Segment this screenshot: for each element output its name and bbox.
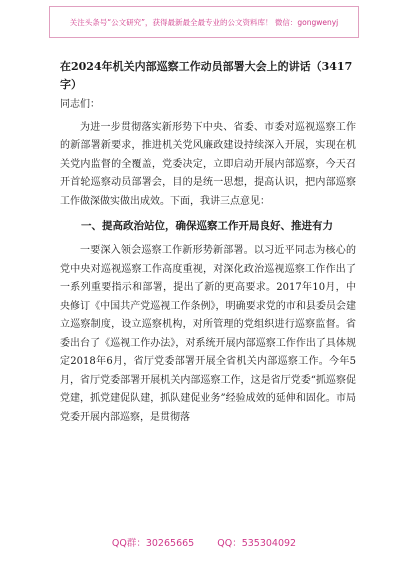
promo-banner xyxy=(49,6,359,38)
footer-qq: QQ：535304092 xyxy=(217,538,297,549)
paragraph-section-1: 一要深入领会巡察工作新形势新部署。以习近平同志为核心的党中央对巡视巡察工作高度重视，对深化政治巡视巡察工作作出了一系列重要指示和部署，提出了新的更高要求。2017年10月，中央修订《中国共产党巡视工作条例》，明确要求党的市和县委员会建立巡察制度，设立巡察机构，对所管理的党组织进行巡察监督。省委出台了《巡视工作办法》，对系统开展内部巡察工作作出了具体规定2018年6月，省厅党委部署开展全省机关内部巡察工作。今年5月，省厅党委部署开展机关内部巡察工作，这是省厅党委“抓巡察促党建，抓党建促队建，抓队建促业务”经验成效的延伸和固化。市局党委开展内部巡察，是贯彻落 xyxy=(60,245,356,423)
promo-banner-text: 关注头条号“公文研究”，获得最新最全最专业的公文资料库！ 微信：gongwenyj xyxy=(69,17,339,27)
section-heading-1: 一、提高政治站位，确保巡察工作开局良好、推进有力 xyxy=(81,220,333,232)
salutation: 同志们： xyxy=(60,99,100,110)
footer-contact xyxy=(0,535,408,549)
document-body xyxy=(60,58,356,427)
document-title: 在2024年机关内部巡察工作动员部署大会上的讲话（3417字） xyxy=(60,60,353,91)
footer-qq-group: QQ群：30265665 xyxy=(111,538,195,549)
paragraph-intro: 为进一步贯彻落实新形势下中央、省委、市委对巡视巡察工作的新部署新要求，推进机关党风廉政建设持续深入开展，实现在机关党内监督的全覆盖，党委决定，立即启动开展内部巡察，今天召开首轮巡察动员部署会，目的是统一思想，提高认识，把内部巡察工作做深做实做出成效。下面，我讲三点意见： xyxy=(60,121,356,207)
